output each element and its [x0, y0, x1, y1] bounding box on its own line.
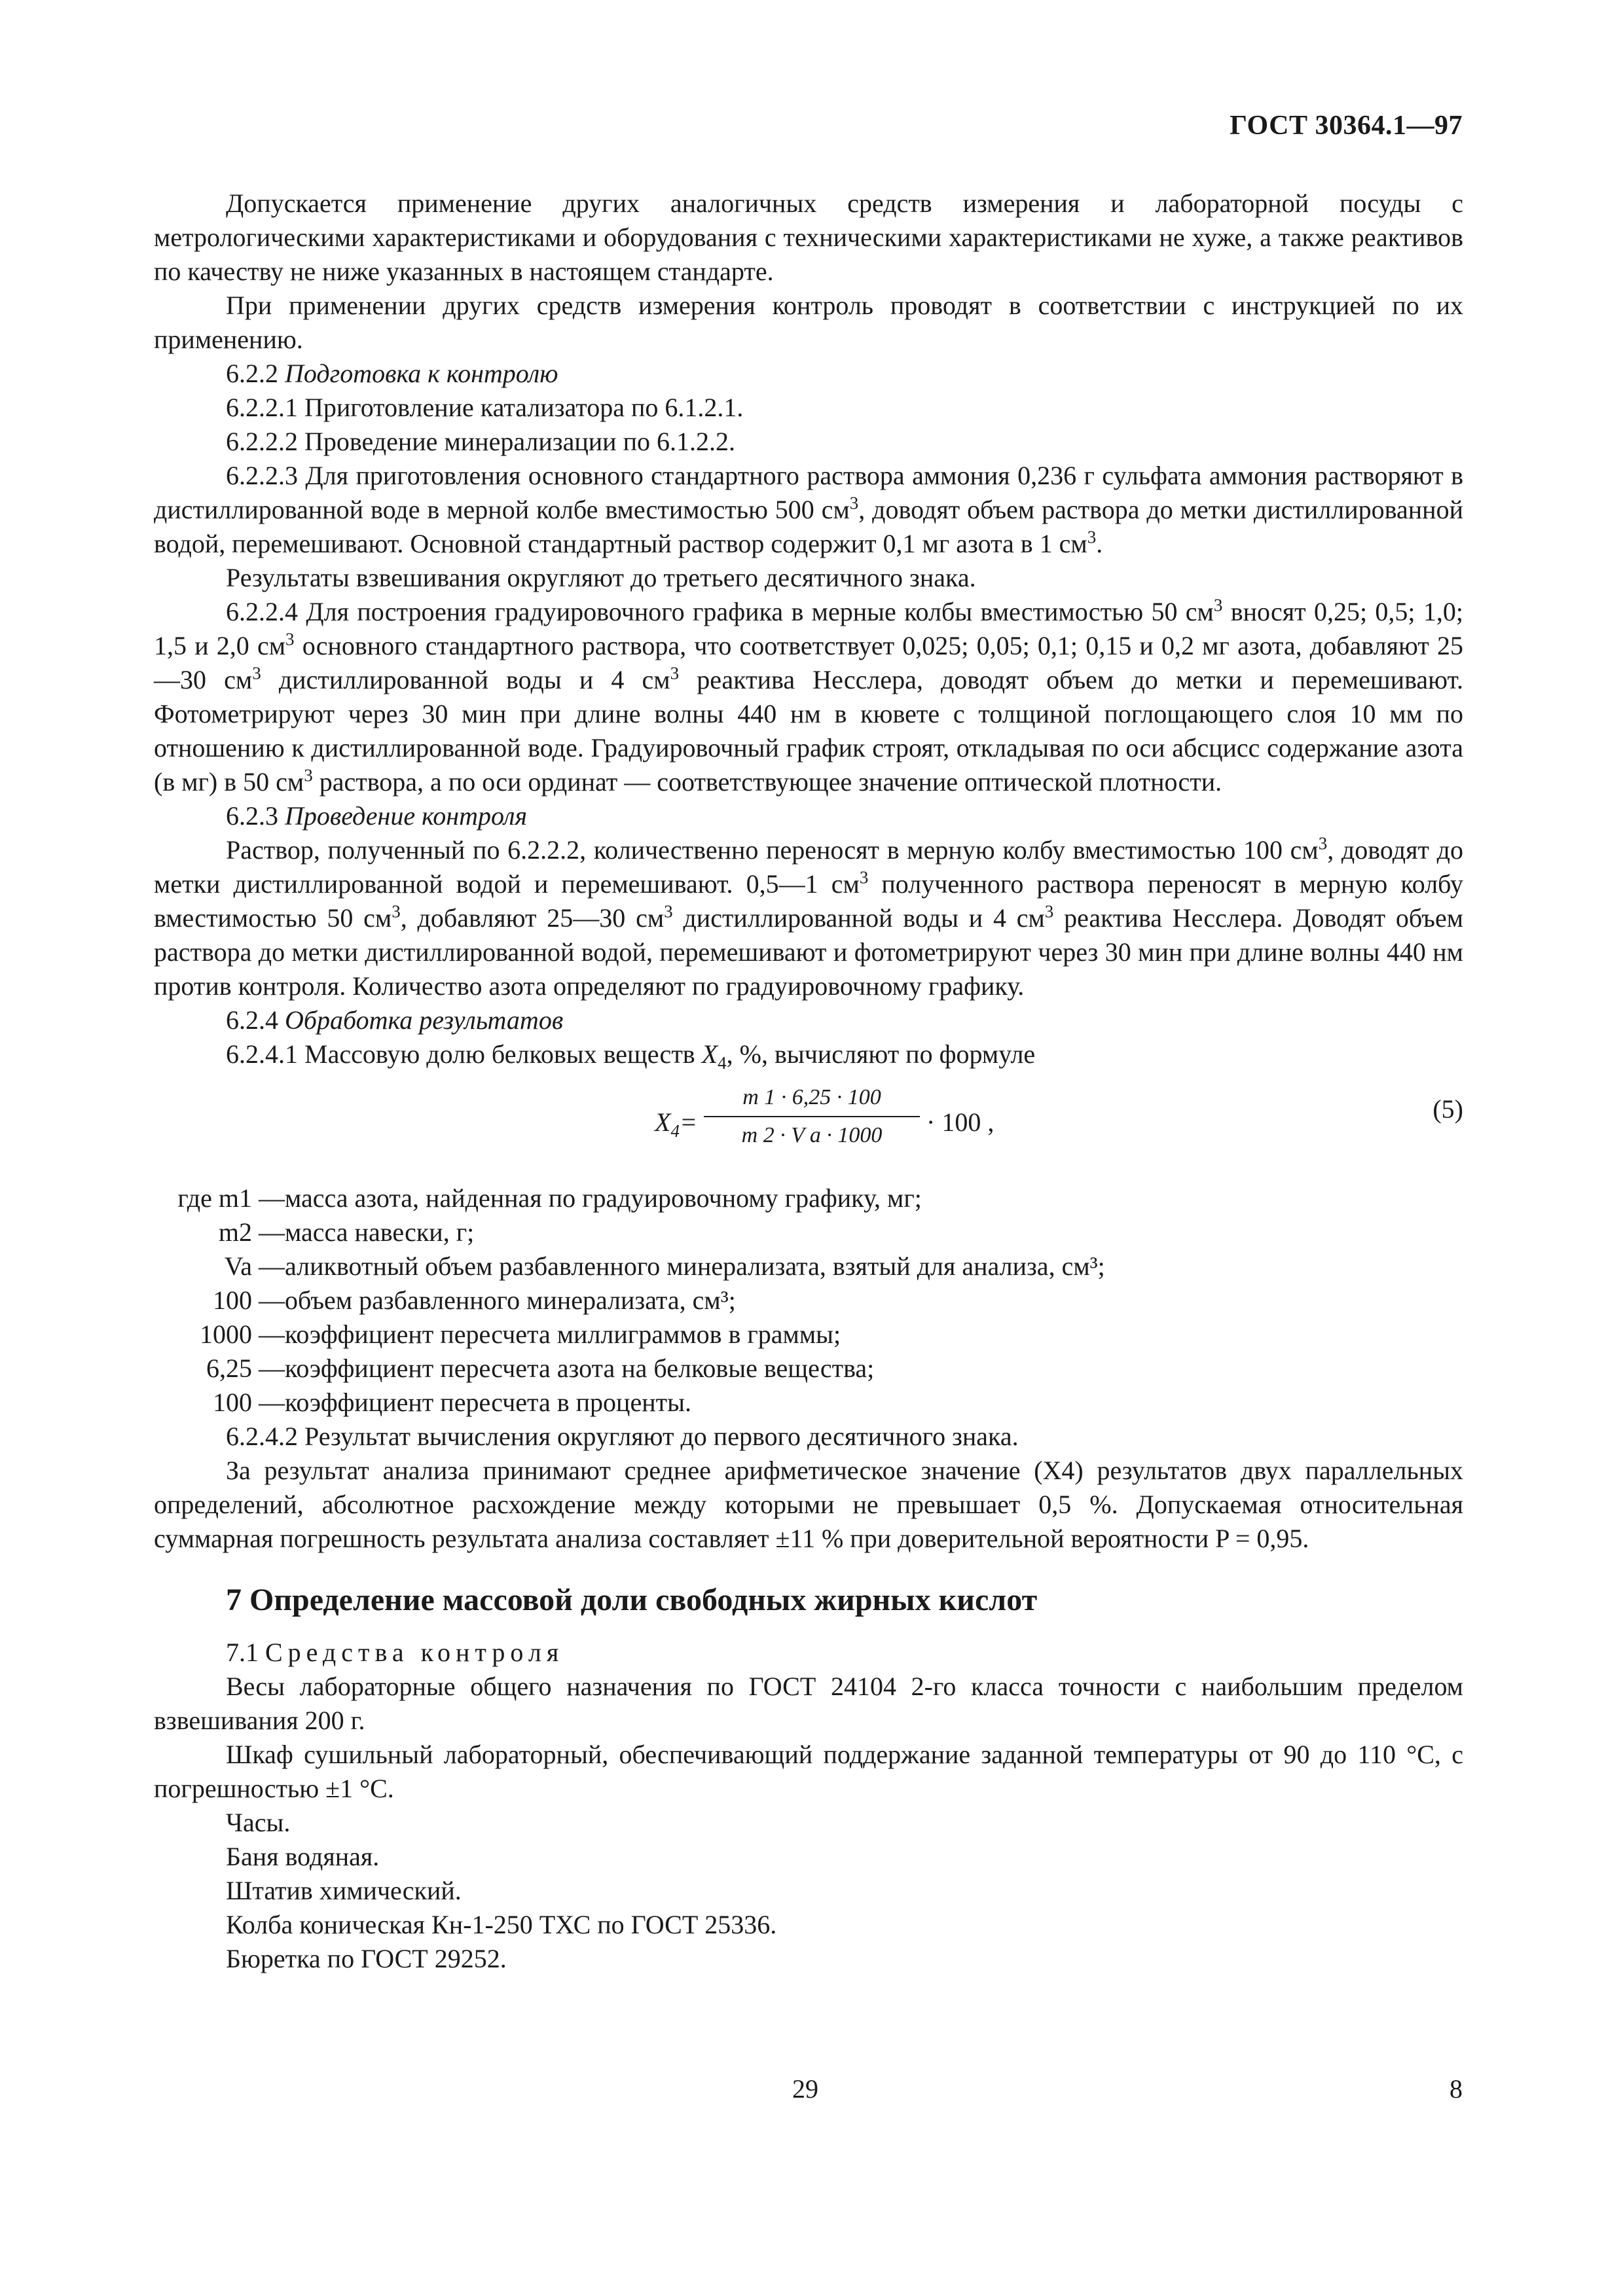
- text-run: .: [1096, 529, 1103, 558]
- subsection-heading-6-2-3: [154, 799, 1463, 833]
- list-item: Весы лабораторные общего назначения по ГОСТ 24104 2-го класса точности с наибольшим пределом взвешивания 200 г.: [154, 1672, 1463, 1735]
- formula-denominator: m 2 · V a · 1000: [741, 1123, 883, 1147]
- subscript: 4: [670, 1121, 680, 1141]
- paragraph-6-2-2-3: [154, 459, 1463, 561]
- definition-text: аликвотный объем разбавленного минерализата, взятый для анализа, см³;: [285, 1251, 1105, 1281]
- section-title: Проведение контроля: [285, 801, 528, 831]
- definition-text: масса азота, найденная по градуировочному графику, мг;: [285, 1183, 922, 1213]
- formula-5: [154, 1077, 1463, 1175]
- text-run: 6.2.2.3 Для приготовления основного стандартного раствора аммония 0,236 г сульфата аммония растворяют в дистиллированной воде в мерной колбе вместимостью 500 см: [154, 461, 1463, 524]
- superscript: 3: [285, 629, 295, 649]
- sheet-mark: 8: [1450, 2074, 1463, 2104]
- superscript: 3: [392, 901, 401, 922]
- paragraph: При применении других средств измерения контроль проводят в соответствии с инструкцией по их применению.: [154, 291, 1463, 354]
- formula-multiplier: · 100 ,: [926, 1107, 994, 1137]
- list-item: Баня водяная.: [226, 1842, 380, 1871]
- paragraph-6-2-4-1: [154, 1037, 1463, 1071]
- text-run: , доводят до метки дистиллированной водой и перемешивают. 0,5—1 см: [154, 835, 1463, 899]
- definition-text: масса навески, г;: [285, 1217, 475, 1247]
- definitions-list: [154, 1181, 1463, 1420]
- superscript: 3: [1044, 901, 1054, 922]
- section-number: 6.2.2: [226, 359, 278, 388]
- definition-text: коэффициент пересчета азота на белковые вещества;: [285, 1354, 875, 1383]
- text-run: 6.2.4.1 Массовую долю белковых веществ: [226, 1039, 702, 1069]
- text-run: раствора, а по оси ординат — соответствующее значение оптической плотности.: [312, 767, 1222, 797]
- text-run: , доводят объем раствора до метки дистиллированной водой, перемешивают. Основной стандартный раствор содержит 0,1 мг азота в 1 см: [154, 495, 1463, 558]
- superscript: 3: [664, 901, 673, 922]
- section-title: Обработка результатов: [285, 1005, 564, 1035]
- superscript: 3: [1087, 527, 1097, 547]
- paragraph: Допускается применение других аналогичных средств измерения и лабораторной посуды с метрологическими характеристиками и оборудования с техническими характеристиками не хуже, а также реактивов по качеству не ниже указанных в настоящем стандарте.: [154, 188, 1463, 286]
- definition-symbol: 100 —: [213, 1285, 285, 1315]
- text-run: дистиллированной воды и 4 см: [261, 665, 670, 694]
- section-title: Средства контроля: [265, 1638, 564, 1667]
- list-item: Часы.: [226, 1808, 291, 1837]
- variable: X: [655, 1107, 671, 1137]
- definition-symbol: где m1 —: [177, 1183, 285, 1213]
- formula-lhs: [655, 1105, 697, 1139]
- superscript: 3: [849, 493, 859, 513]
- paragraph: 6.2.4.2 Результат вычисления округляют до первого десятичного знака.: [226, 1422, 1019, 1451]
- paragraph: За результат анализа принимают среднее арифметическое значение (X4) результатов двух параллельных определений, абсолютное расхождение между которыми не превышает 0,5 %. Допускаемая относительная суммарная погрешность результата анализа составляет ±11 % при доверительной вероятности P = 0,95.: [154, 1456, 1463, 1553]
- definition-symbol: 1000 —: [200, 1319, 285, 1349]
- subsection-heading-6-2-4: [154, 1003, 1463, 1037]
- equals-sign: =: [679, 1107, 697, 1137]
- superscript: 3: [304, 765, 313, 785]
- fraction-bar: [704, 1116, 920, 1117]
- list-item: Бюретка по ГОСТ 29252.: [226, 1944, 507, 1973]
- paragraph: Результаты взвешивания округляют до третьего десятичного знака.: [226, 563, 976, 592]
- definition-item: [154, 1352, 1463, 1386]
- section-title: Подготовка к контролю: [285, 359, 558, 388]
- equation-number: (5): [1432, 1094, 1463, 1124]
- text-run: 6.2.2.4 Для построения градуировочного графика в мерные колбы вместимостью 50 см: [226, 597, 1214, 626]
- paragraph-6-2-3: [154, 833, 1463, 1003]
- document-id-header: ГОСТ 30364.1—97: [1230, 111, 1463, 141]
- variable: X: [701, 1039, 718, 1069]
- section-7-heading: 7 Определение массовой доли свободных жирных кислот: [226, 1583, 1038, 1617]
- formula-numerator: m 1 · 6,25 · 100: [742, 1085, 881, 1109]
- subsection-heading-6-2-2: [154, 357, 1463, 391]
- definition-item: [154, 1318, 1463, 1352]
- paragraph-6-2-2-4: [154, 595, 1463, 799]
- text-run: дистиллированной воды и 4 см: [672, 903, 1045, 933]
- superscript: 3: [1318, 833, 1328, 853]
- subscript: 4: [718, 1053, 727, 1073]
- text-run: полученного раствора переносят в мерную колбу вместимостью 50 см: [154, 869, 1463, 933]
- definition-text: коэффициент пересчета в проценты.: [285, 1388, 691, 1417]
- section-number: 6.2.4: [226, 1005, 278, 1035]
- list-item: Колба коническая Кн-1-250 ТХС по ГОСТ 25336.: [226, 1910, 777, 1939]
- definition-symbol: 100 —: [213, 1388, 285, 1417]
- text-run: вносят 0,25; 0,5; 1,0; 1,5 и 2,0 см: [154, 597, 1463, 660]
- formula-fraction: [704, 1081, 920, 1153]
- superscript: 3: [1213, 595, 1223, 615]
- subsection-heading-7-1: [154, 1636, 1463, 1670]
- definition-item: [154, 1215, 1463, 1249]
- definition-item: [154, 1386, 1463, 1420]
- paragraph: 6.2.2.1 Приготовление катализатора по 6.1.2.1.: [226, 393, 744, 422]
- text-run: реактива Несслера. Доводят объем раствора до метки дистиллированной водой, перемешивают и фотометрируют через 30 мин при длине волны 440 нм против контроля. Количество азота определяют по градуировочному графику.: [154, 903, 1464, 1001]
- definition-symbol: 6,25 —: [206, 1354, 285, 1383]
- page-number: 29: [792, 2074, 818, 2104]
- text-run: реактива Несслера, доводят объем до метки и перемешивают. Фотометрируют через 30 мин при длине волны 440 нм в кювете с толщиной поглощающего слоя 10 мм по отношению к дистиллированной воде. Градуировочный график строят, откладывая по оси абсцисс содержание азота (в мг) в 50 см: [154, 665, 1464, 797]
- paragraph: 6.2.2.2 Проведение минерализации по 6.1.2.2.: [226, 427, 735, 456]
- text-run: основного стандартного раствора, что соответствует 0,025; 0,05; 0,1; 0,15 и 0,2 мг азота, добавляют 25—30 см: [154, 631, 1463, 694]
- superscript: 3: [859, 867, 869, 888]
- section-number: 7.1: [226, 1638, 259, 1667]
- text-run: Раствор, полученный по 6.2.2.2, количественно переносят в мерную колбу вместимостью 100 см: [226, 835, 1319, 865]
- list-item: Шкаф сушильный лабораторный, обеспечивающий поддержание заданной температуры от 90 до 110 °С, с погрешностью ±1 °С.: [154, 1740, 1463, 1803]
- text-run: , добавляют 25—30 см: [400, 903, 665, 933]
- definition-symbol: Va —: [224, 1251, 285, 1281]
- list-item: Штатив химический.: [226, 1876, 462, 1905]
- definition-item: [154, 1181, 1463, 1215]
- definition-item: [154, 1283, 1463, 1318]
- definition-item: [154, 1249, 1463, 1283]
- document-body: [154, 187, 1463, 1976]
- superscript: 3: [252, 663, 261, 683]
- superscript: 3: [670, 663, 680, 683]
- definition-symbol: m2 —: [218, 1217, 285, 1247]
- section-number: 6.2.3: [226, 801, 278, 831]
- definition-text: коэффициент пересчета миллиграммов в граммы;: [285, 1319, 841, 1349]
- definition-text: объем разбавленного минерализата, см³;: [285, 1285, 736, 1315]
- text-run: , %, вычисляют по формуле: [726, 1039, 1036, 1069]
